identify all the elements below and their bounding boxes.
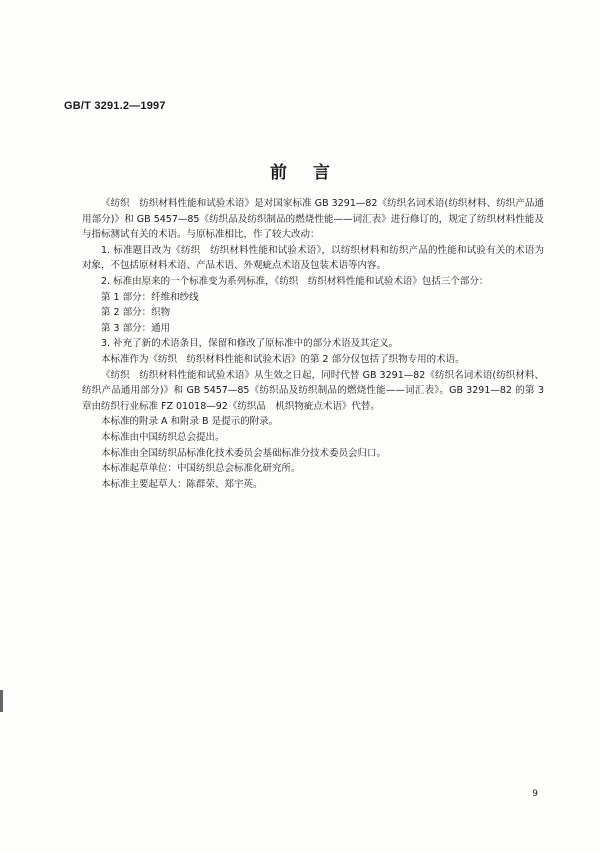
part-1-line: 第 1 部分：纤维和纱线 xyxy=(101,291,199,303)
paragraph-intro: 《纺织 纺织材料性能和试验术语》是对国家标准 GB 3291—82《纺织名词术语(纺织材料、纺织产品通用部分)》和 GB 5457—85《纺织品及纺织制品的燃烧性能——词汇表》进行修订的，规定了纺织材料性能及与指标测试有关的术语。与原标准相比，作了较大改动： xyxy=(82,198,544,241)
scan-binding-mark xyxy=(0,690,3,712)
page-title: 前言 xyxy=(270,163,356,183)
foreword-body xyxy=(82,196,544,492)
paragraph-annex: 本标准的附录 A 和附录 B 是提示的附录。 xyxy=(101,416,279,428)
paragraph-proposed-by: 本标准由中国纺织总会提出。 xyxy=(101,431,225,443)
paragraph-drafting-unit: 本标准起草单位：中国纺织总会标准化研究所。 xyxy=(101,463,301,475)
paragraph-replacement: 《纺织 纺织材料性能和试验术语》从生效之日起，同时代替 GB 3291—82《纺织名词术语(纺织材料、纺织产品通用部分)》和 GB 5457—85《纺织品及纺织制品的燃烧性能——词汇表》。GB 3291—82 的第 3 章由纺织行业标准 FZ 01018—92《纺织品 机织物疵点术语》代替。 xyxy=(82,369,544,412)
paragraph-scope: 本标准作为《纺织 纺织材料性能和试验术语》的第 2 部分仅包括了织物专用的术语。 xyxy=(101,353,465,365)
paragraph-item-1: 1. 标准题目改为《纺织 纺织材料性能和试验术语》，以纺织材料和纺织产品的性能和试验有关的术语为对象，不包括原材料术语、产品术语、外观疵点术语及包装术语等内容。 xyxy=(82,244,544,272)
page-number: 9 xyxy=(532,789,538,799)
paragraph-drafters: 本标准主要起草人：陈群荣、郑宇英。 xyxy=(101,478,263,490)
paragraph-item-2: 2. 标准由原来的一个标准变为系列标准，《纺织 纺织材料性能和试验术语》包括三个部分： xyxy=(101,275,489,287)
paragraph-item-3: 3. 补充了新的术语条目，保留和修改了原标准中的部分术语及其定义。 xyxy=(101,338,399,350)
standard-number: GB/T 3291.2—1997 xyxy=(64,100,166,112)
part-2-line: 第 2 部分：织物 xyxy=(101,307,171,319)
part-3-line: 第 3 部分：通用 xyxy=(101,322,171,334)
paragraph-under-jurisdiction: 本标准由全国纺织品标准化技术委员会基础标准分技术委员会归口。 xyxy=(101,447,387,459)
